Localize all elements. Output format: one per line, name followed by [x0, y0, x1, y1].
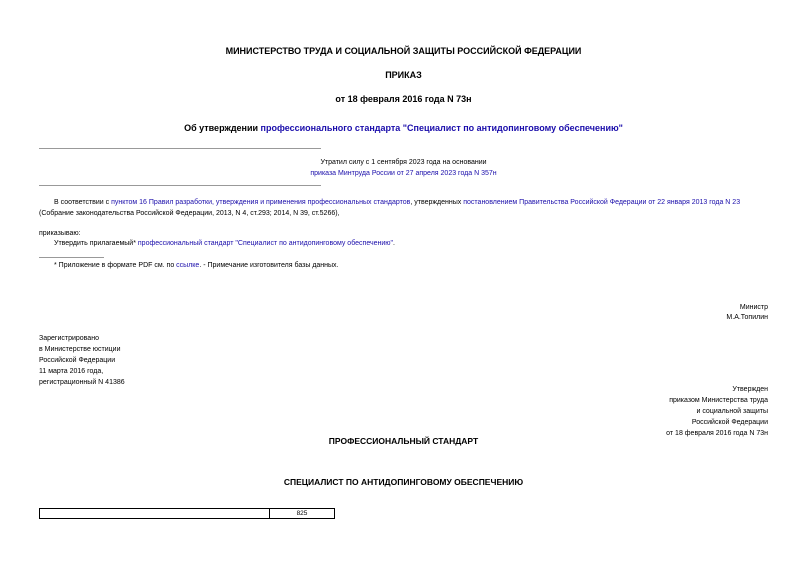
standard-heading: ПРОФЕССИОНАЛЬНЫЙ СТАНДАРТ — [328, 436, 479, 446]
approved-line: Российской Федерации — [691, 419, 768, 426]
divider-top — [39, 148, 321, 149]
table-cell-reg-number: 825 — [270, 509, 335, 519]
approved-line: приказом Министерства труда — [669, 397, 768, 404]
doc-title-link[interactable]: профессионального стандарта "Специалист по антидопинговому обеспечению" — [260, 123, 623, 133]
footnote-divider — [39, 257, 104, 258]
notice-line-1: Утратил силу с 1 сентября 2023 года на основании — [320, 159, 487, 166]
approve-text-b: . — [393, 240, 395, 247]
doc-date: от 18 февраля 2016 года N 73н — [335, 94, 472, 104]
registration-line: регистрационный N 41386 — [39, 379, 125, 386]
p1-link-rules[interactable]: пунктом 16 Правил разработки, утверждения и применения профессиональных стандартов — [111, 199, 411, 206]
approved-line: и социальной защиты — [696, 408, 768, 415]
divider-bottom — [39, 185, 321, 186]
table-cell-empty — [40, 509, 270, 519]
registration-line: Зарегистрировано — [39, 335, 99, 342]
registration-line: Российской Федерации — [39, 357, 116, 364]
registration-number-table — [39, 508, 335, 519]
approve-text-a: Утвердить прилагаемый* — [54, 240, 138, 247]
approve-link-standard[interactable]: профессиональный стандарт "Специалист по антидопинговому обеспечению" — [137, 240, 394, 247]
p1-text-b: , утвержденных — [410, 199, 464, 206]
paragraph-basis-continued: (Собрание законодательства Российской Федерации, 2013, N 4, ст.293; 2014, N 39, ст.5266), — [39, 210, 340, 217]
table-row — [40, 509, 335, 519]
approve-text — [54, 238, 395, 249]
doc-type: ПРИКАЗ — [385, 70, 422, 80]
footnote-link[interactable]: ссылке — [176, 262, 200, 269]
approved-line: от 18 февраля 2016 года N 73н — [666, 430, 768, 437]
registration-line: в Министерстве юстиции — [39, 346, 121, 353]
signature-name: М.А.Топилин — [726, 314, 768, 321]
p1-link-decree[interactable]: постановлением Правительства Российской Федерации от 22 января 2013 года N 23 — [463, 199, 741, 206]
p1-text-a: В соответствии с — [54, 199, 112, 206]
registration-line: 11 марта 2016 года, — [39, 368, 104, 375]
approved-line: Утвержден — [732, 386, 768, 393]
paragraph-basis — [54, 197, 740, 208]
standard-name: СПЕЦИАЛИСТ ПО АНТИДОПИНГОВОМУ ОБЕСПЕЧЕНИЮ — [283, 477, 524, 487]
footnote-text-b: . - Примечание изготовителя базы данных. — [199, 262, 339, 269]
signature-role: Министр — [739, 304, 768, 311]
notice-link[interactable]: приказа Минтруда России от 27 апреля 2023 года N 357н — [310, 170, 497, 177]
registration-block — [39, 333, 125, 388]
footnote — [54, 260, 339, 271]
approved-block — [666, 384, 768, 439]
footnote-text-a: * Приложение в формате PDF см. по — [54, 262, 177, 269]
doc-title-prefix: Об утверждении — [184, 123, 261, 133]
ministry-heading: МИНИСТЕРСТВО ТРУДА И СОЦИАЛЬНОЙ ЗАЩИТЫ РОССИЙСКОЙ ФЕДЕРАЦИИ — [225, 46, 582, 56]
doc-title — [0, 123, 807, 133]
orders-text: приказываю: — [39, 230, 81, 237]
